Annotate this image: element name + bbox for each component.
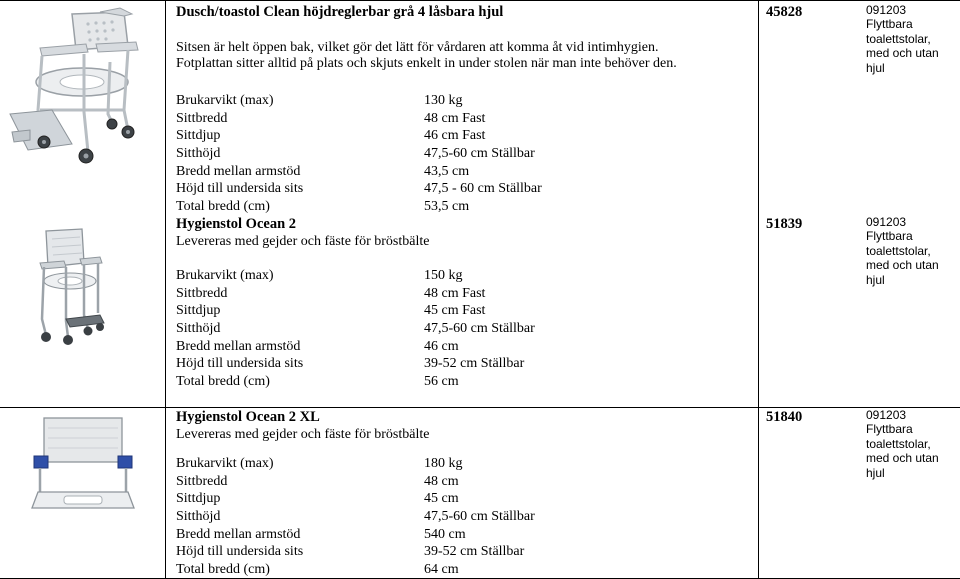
spec-label: Brukarvikt (max) bbox=[176, 268, 274, 283]
spec-label: Höjd till undersida sits bbox=[176, 544, 304, 560]
category-line: Flyttbara bbox=[866, 422, 913, 437]
category-line: med och utan bbox=[866, 451, 939, 466]
category-line: med och utan bbox=[866, 46, 939, 61]
spec-label: Höjd till undersida sits bbox=[176, 356, 304, 372]
spec-label: Total bredd (cm) bbox=[176, 562, 270, 578]
spec-label: Sitthöjd bbox=[176, 509, 221, 525]
category-line: Flyttbara bbox=[866, 229, 913, 244]
spec-label: Sittbredd bbox=[176, 473, 228, 489]
spec-value: 48 cm bbox=[424, 473, 459, 489]
category-line: toalettstolar, bbox=[866, 436, 931, 451]
spec-label: Sittdjup bbox=[176, 128, 221, 144]
product-description-line: Sitsen är helt öppen bak, vilket gör det lätt för vårdaren att komma åt vid intimhygien. bbox=[176, 40, 659, 55]
category-code: 091203 bbox=[866, 215, 907, 229]
spec-label: Total bredd (cm) bbox=[176, 199, 270, 215]
product-image-cell bbox=[0, 414, 165, 518]
category-line: hjul bbox=[866, 465, 885, 480]
spec-value: 130 kg bbox=[424, 93, 463, 108]
product-description bbox=[176, 40, 677, 72]
category-line: Flyttbara bbox=[866, 17, 913, 32]
spec-value: 47,5-60 cm Ställbar bbox=[424, 321, 535, 337]
spec-value: 180 kg bbox=[424, 456, 463, 471]
category-line: toalettstolar, bbox=[866, 31, 931, 46]
product-row bbox=[0, 0, 960, 215]
spec-value: 47,5-60 cm Ställbar bbox=[424, 509, 535, 525]
article-number: 51840 bbox=[766, 409, 803, 425]
spec-value: 39-52 cm Ställbar bbox=[424, 544, 525, 560]
category-line: hjul bbox=[866, 60, 885, 75]
product-description bbox=[176, 234, 429, 250]
spec-value: 56 cm bbox=[424, 374, 459, 390]
spec-value: 45 cm Fast bbox=[424, 303, 486, 319]
spec-label: Brukarvikt (max) bbox=[176, 456, 274, 471]
spec-label: Höjd till undersida sits bbox=[176, 181, 304, 197]
category-line: hjul bbox=[866, 272, 885, 287]
spec-value: 48 cm Fast bbox=[424, 110, 486, 126]
spec-label: Sittdjup bbox=[176, 491, 221, 507]
product-image-cell bbox=[0, 2, 165, 172]
spec-label: Bredd mellan armstöd bbox=[176, 338, 301, 354]
article-number: 45828 bbox=[766, 4, 803, 20]
product-title: Dusch/toastol Clean höjdreglerbar grå 4 låsbara hjul bbox=[176, 4, 504, 20]
spec-value: 47,5 - 60 cm Ställbar bbox=[424, 181, 542, 197]
spec-label: Brukarvikt (max) bbox=[176, 93, 274, 108]
category-text bbox=[866, 3, 939, 75]
product-description bbox=[176, 427, 429, 443]
hygiene-chair-ocean-2-xl-image bbox=[0, 414, 165, 518]
spec-value: 64 cm bbox=[424, 562, 459, 578]
spec-label: Sittbredd bbox=[176, 110, 228, 126]
spec-label: Sittbredd bbox=[176, 285, 228, 301]
category-text bbox=[866, 215, 939, 287]
spec-value: 48 cm Fast bbox=[424, 285, 486, 301]
spec-value: 43,5 cm bbox=[424, 163, 470, 179]
product-row bbox=[0, 408, 960, 578]
product-row bbox=[0, 213, 960, 407]
spec-label: Bredd mellan armstöd bbox=[176, 526, 301, 542]
spec-value: 47,5-60 cm Ställbar bbox=[424, 146, 535, 162]
spec-value: 150 kg bbox=[424, 268, 463, 283]
shower-commode-chair-image bbox=[0, 2, 165, 172]
article-number: 51839 bbox=[766, 216, 803, 232]
product-image-cell bbox=[0, 219, 165, 349]
spec-value: 45 cm bbox=[424, 491, 459, 507]
category-code: 091203 bbox=[866, 3, 907, 17]
spec-value: 46 cm bbox=[424, 338, 459, 354]
spec-value: 53,5 cm bbox=[424, 199, 470, 215]
product-title: Hygienstol Ocean 2 bbox=[176, 216, 297, 232]
spec-label: Bredd mellan armstöd bbox=[176, 163, 301, 179]
product-description-line: Levereras med gejder och fäste för bröstbälte bbox=[176, 234, 430, 249]
spec-value: 46 cm Fast bbox=[424, 128, 486, 144]
category-line: toalettstolar, bbox=[866, 243, 931, 258]
spec-label: Sittdjup bbox=[176, 303, 221, 319]
hygiene-chair-ocean-2-image bbox=[0, 219, 165, 349]
spec-label: Total bredd (cm) bbox=[176, 374, 270, 390]
product-description-line: Levereras med gejder och fäste för bröstbälte bbox=[176, 427, 430, 442]
product-title: Hygienstol Ocean 2 XL bbox=[176, 409, 320, 425]
spec-value: 540 cm bbox=[424, 526, 466, 542]
spec-label: Sitthöjd bbox=[176, 146, 221, 162]
spec-value: 39-52 cm Ställbar bbox=[424, 356, 525, 372]
category-line: med och utan bbox=[866, 258, 939, 273]
spec-label: Sitthöjd bbox=[176, 321, 221, 337]
category-code: 091203 bbox=[866, 408, 907, 422]
product-description-line: Fotplattan sitter alltid på plats och skjuts enkelt in under stolen när man inte behöver den. bbox=[176, 56, 677, 71]
category-text bbox=[866, 408, 939, 480]
